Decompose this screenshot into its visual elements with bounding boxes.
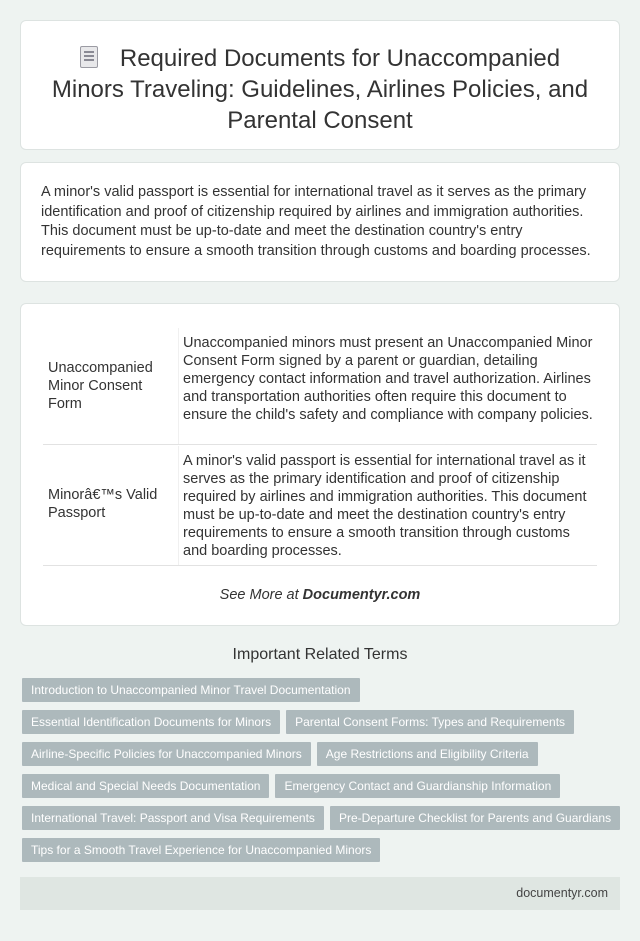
tag-row bbox=[22, 710, 580, 734]
table-description: A minor's valid passport is essential for international travel as it serves as the primary identification and proof of citizenship required by airlines and immigration authorities. This document must be up-to-date and meet the destination country's entry requirements to ensure a smooth transition through customs and boarding processes. bbox=[183, 453, 587, 559]
footer bbox=[20, 877, 620, 910]
intro-card bbox=[20, 162, 620, 282]
tag-row bbox=[22, 678, 366, 702]
related-term-tag[interactable]: Pre-Departure Checklist for Parents and Guardians bbox=[330, 806, 620, 830]
documents-table-card bbox=[20, 303, 620, 626]
related-term-tag[interactable]: Age Restrictions and Eligibility Criteria bbox=[317, 742, 538, 766]
column-divider bbox=[178, 328, 179, 444]
column-divider bbox=[178, 446, 179, 565]
see-more-link[interactable]: Documentyr.com bbox=[302, 587, 421, 603]
related-term-tag[interactable]: Medical and Special Needs Documentation bbox=[22, 774, 269, 798]
related-term-tag[interactable]: Parental Consent Forms: Types and Requirements bbox=[286, 710, 574, 734]
related-term-tag[interactable]: Tips for a Smooth Travel Experience for Unaccompanied Minors bbox=[22, 838, 380, 862]
tag-row bbox=[22, 838, 386, 862]
related-term-tag[interactable]: International Travel: Passport and Visa Requirements bbox=[22, 806, 324, 830]
footer-site-link[interactable]: documentyr.com bbox=[516, 886, 608, 900]
table-description: Unaccompanied minors must present an Unaccompanied Minor Consent Form signed by a parent or guardian, detailing emergency contact information and travel authorization. Airlines and transportation authorities often require this document to ensure the child's safety and compliance with company policies. bbox=[183, 335, 593, 423]
title-card bbox=[20, 20, 620, 150]
page-title bbox=[51, 43, 589, 136]
related-term-tag[interactable]: Introduction to Unaccompanied Minor Travel Documentation bbox=[22, 678, 360, 702]
table-term: Unaccompanied Minor Consent Form bbox=[48, 360, 153, 412]
related-term-tag[interactable]: Emergency Contact and Guardianship Information bbox=[275, 774, 560, 798]
table-row bbox=[43, 328, 597, 445]
intro-paragraph: A minor's valid passport is essential for international travel as it serves as the primary identification and proof of citizenship required by airlines and immigration authorities. This document must be up-to-date and meet the destination country's entry requirements to ensure a smooth transition through customs and boarding processes. bbox=[41, 184, 591, 259]
see-more-line bbox=[21, 587, 619, 603]
page-title-text: Required Documents for Unaccompanied Minors Traveling: Guidelines, Airlines Policies, and Parental Consent bbox=[51, 45, 589, 134]
table-row bbox=[43, 446, 597, 566]
table-term: Minorâ€™s Valid Passport bbox=[48, 487, 158, 521]
tag-row bbox=[22, 806, 626, 830]
tag-row bbox=[22, 774, 566, 798]
tag-row bbox=[22, 742, 544, 766]
related-term-tag[interactable]: Essential Identification Documents for Minors bbox=[22, 710, 280, 734]
document-icon bbox=[80, 46, 98, 68]
see-more-prefix: See More at bbox=[219, 587, 303, 603]
related-term-tag[interactable]: Airline-Specific Policies for Unaccompanied Minors bbox=[22, 742, 311, 766]
related-terms-heading: Important Related Terms bbox=[232, 646, 408, 663]
